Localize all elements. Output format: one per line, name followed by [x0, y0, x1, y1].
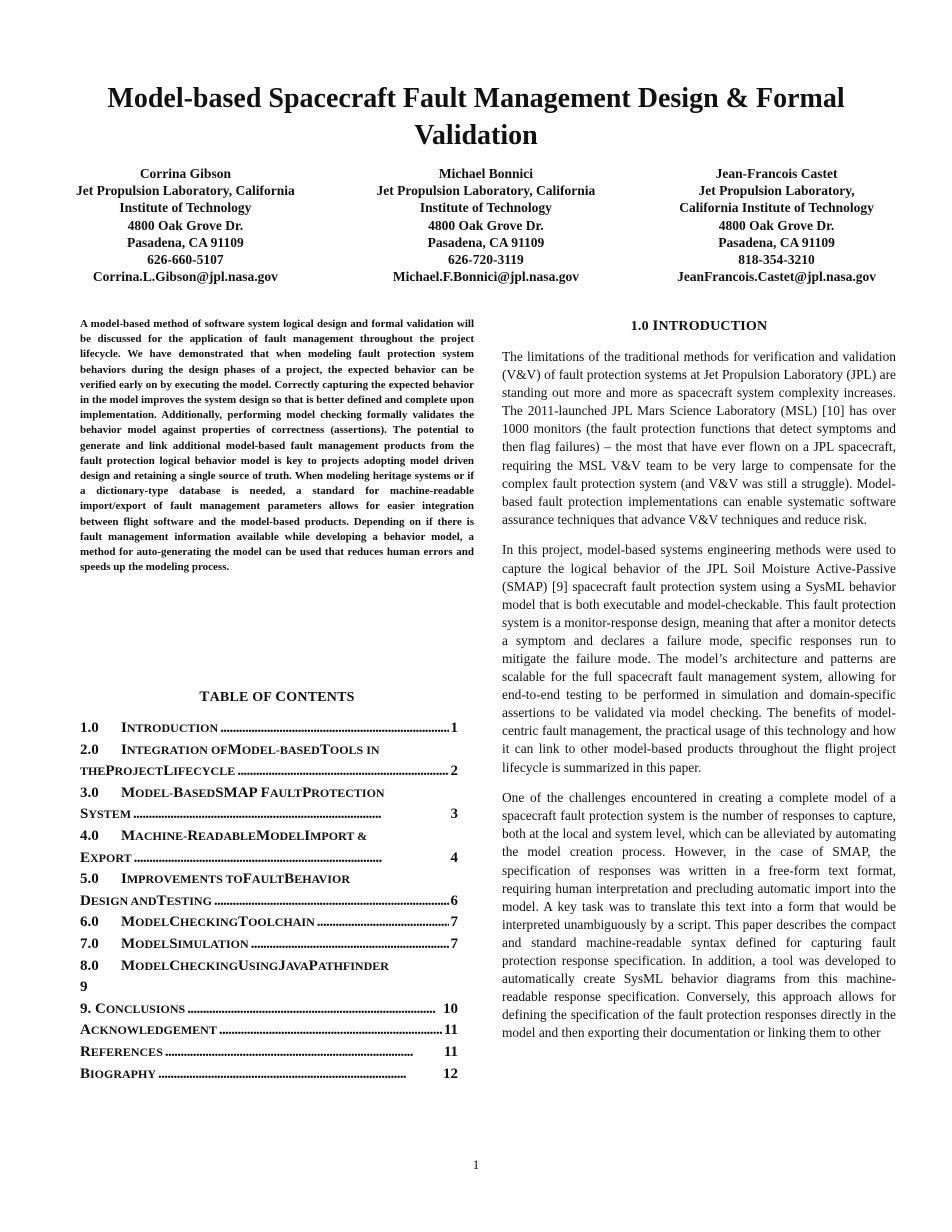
toc-page: 3	[450, 806, 458, 823]
toc-entry-improvements[interactable]: 5.0 I MPROVEMENTS TO F AULT B EHAVIOR D ESIGN AND T ESTING . . . 6	[80, 869, 458, 912]
toc-entry-simulation[interactable]: 7.0 M ODEL S IMULATION . . . 7	[80, 934, 458, 956]
paper-title: Model-based Spacecraft Fault Management Design & Formal Validation	[107, 83, 845, 151]
author-email[interactable]: JeanFrancois.Castet@jpl.nasa.gov	[677, 269, 876, 285]
page-number: 1	[472, 1157, 480, 1172]
author-city: Pasadena, CA 91109	[127, 234, 244, 250]
toc-entry-biography[interactable]: B IOGRAPHY . . . 12	[80, 1064, 458, 1086]
author-name: Jean-Francois Castet	[715, 166, 838, 181]
author-block	[76, 165, 876, 285]
author-email[interactable]: Corrina.L.Gibson@jpl.nasa.gov	[92, 269, 278, 285]
toc-entry-conclusions[interactable]: 9. C ONCLUSIONS . . . 10	[80, 999, 458, 1021]
author-address: 4800 Oak Grove Dr.	[428, 217, 544, 233]
toc-page: 11	[443, 1022, 458, 1039]
author-phone: 818-354-3210	[738, 252, 815, 268]
author-address: 4800 Oak Grove Dr.	[718, 217, 835, 233]
intro-paragraph: In this project, model-based systems engineering methods were used to capture the logical behavior of the JPL Soil Moisture Active-Passive (SMAP) [9] spacecraft fault protection system using a SysML behavior model that is both executable and model-checkable. This fault protection system is a monitor-response design, meaning that after a monitor detects a symptom and declares a failure mode, specific responses run to mitigate the failure mode. The model’s architecture and patterns are scalable for the full spacecraft fault management system, allowing for end-to-end testing to be performed in simulation and domain-specific assertions to be validated via model checking. The benefits of model-centric fault management, the practical usage of this technology and how it can link to other model-based products throughout the flight project lifecycle is summarized in this paper.	[502, 542, 896, 775]
author-email[interactable]: Michael.F.Bonnici@jpl.nasa.gov	[392, 269, 579, 285]
toc-entry-introduction[interactable]: 1.0 I NTRODUCTION . . . 1	[80, 718, 458, 740]
toc-page: 1	[450, 720, 458, 736]
author-address: 4800 Oak Grove Dr.	[127, 217, 244, 233]
toc-entry-java-pathfinder[interactable]: 8.0 M ODEL C HECKING U SING J AVA P ATHFINDER 9	[80, 956, 458, 999]
author-city: Pasadena, CA 91109	[427, 234, 545, 250]
toc-entry-acknowledgement[interactable]: A CKNOWLEDGEMENT . . . 11	[80, 1020, 458, 1042]
author-name: Michael Bonnici	[438, 166, 533, 181]
toc-entry-integration[interactable]: 2.0 I NTEGRATION OF M ODEL-BASED T OOLS IN THE P ROJECT L IFECYCLE . . . 2	[80, 740, 458, 783]
toc-entry-import-export[interactable]: 4.0 M ACHINE- R EADABLE M ODEL I MPORT & E XPORT . . . 4	[80, 826, 458, 869]
toc-page: 11	[443, 1043, 458, 1060]
toc-page: 10	[443, 1000, 458, 1017]
author-city: Pasadena, CA 91109	[718, 234, 835, 250]
toc-page: 7	[450, 914, 458, 931]
author-castet	[677, 165, 876, 285]
toc-page: 6	[450, 892, 458, 909]
toc-page: 2	[450, 763, 458, 780]
toc-entry-toolchain[interactable]: 6.0 M ODEL C HECKING T OOLCHAIN . . . 7	[80, 912, 458, 934]
toc-page: 4	[450, 849, 458, 866]
section-heading-introduction: 1.0 INTRODUCTION	[630, 318, 768, 334]
toc-page: 7	[450, 935, 458, 952]
author-affiliation: Jet Propulsion Laboratory, California	[76, 183, 295, 199]
author-affiliation: Jet Propulsion Laboratory,	[698, 183, 855, 199]
author-affiliation: California Institute of Technology	[679, 200, 874, 216]
author-affiliation: Institute of Technology	[419, 200, 552, 216]
toc-entry-references[interactable]: R EFERENCES . . . 11	[80, 1042, 458, 1064]
abstract: A model-based method of software system logical design and formal validation will be discussed for the application of fault management throughout the project lifecycle. We have demonstrated that when modeling fault protection system behaviors during the design phases of a project, the expected behavior can be verified early on by executing the model. Correctly capturing the expected behavior in the model improves the system design so that is better defined and complete upon implementation. Additionally, performing model checking formally validates the behavior model against properties of correctness (assertions). The potential to generate and link additional model-based fault management products from the fault protection logical behavior model is key to projects adopting model driven design and retaining a single source of truth. When modeling heritage systems or if a dictionary-type database is needed, a standard for machine-readable import/export of fault management parameters allows for easier integration between flight software and the model-based products. Depending on if there is fault management information available while developing a behavior model, a method for auto-generating the model can be used that reduces human errors and speeds up the modeling process.	[80, 318, 474, 574]
author-name: Corrina Gibson	[139, 166, 231, 181]
intro-paragraph: The limitations of the traditional methods for verification and validation (V&V) of fault protection systems at Jet Propulsion Laboratory (JPL) are standing out more and more as spacecraft system complexity increases. The 2011-launched JPL Mars Science Laboratory (MSL) [10] has over 1000 monitors (the fault protection functions that detect symptoms and then flag failures) – the most that have ever flown on a JPL spacecraft, requiring the MSL V&V team to be very large to compensate for the complex fault protection system (and V&V was still a struggle). Model-based fault protection implementations can enable systematic software assurance techniques that advance V&V techniques and reduce risk.	[502, 349, 896, 527]
toc-page: 12	[443, 1065, 458, 1082]
author-affiliation: Jet Propulsion Laboratory, California	[376, 183, 596, 199]
author-affiliation: Institute of Technology	[119, 200, 252, 216]
toc-entry-smap-fault-protection[interactable]: 3.0 M ODEL- B ASED SMAP F AULT P ROTECTION S YSTEM . . . 3	[80, 783, 458, 826]
intro-paragraph: One of the challenges encountered in creating a complete model of a spacecraft fault protection system is the number of responses to capture, both at the local and system level, which can be alleviated by automating the model creation process. However, in the case of SMAP, the specification of responses was written in a free-form text format, requiring human interpretation and precluding automatic import into the model. A key task was to translate this text into a form that would be interpreted unambiguously by a script. This paper describes the compact and standard machine-readable syntax defined for capturing fault protection response specification. In addition, a tool was developed to automatically create SysML behavior diagrams from this machine-readable response specification. Conversely, this approach allows for defining the specification of the fault protection responses directly in the model and then exporting their documentation or linking them to other	[502, 790, 896, 1041]
table-of-contents	[80, 718, 458, 1085]
author-bonnici	[377, 165, 596, 285]
author-phone: 626-720-3119	[448, 252, 524, 268]
introduction-section	[502, 318, 896, 1055]
author-gibson	[76, 165, 295, 285]
toc-heading: TABLE OF CONTENTS	[199, 689, 355, 705]
author-phone: 626-660-5107	[147, 252, 224, 268]
toc-page: 9	[80, 979, 88, 996]
